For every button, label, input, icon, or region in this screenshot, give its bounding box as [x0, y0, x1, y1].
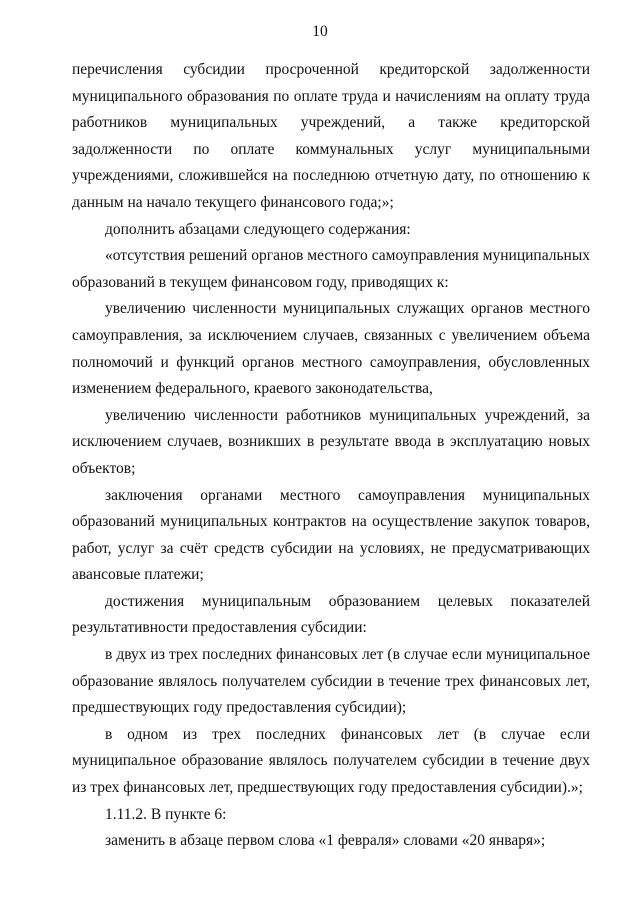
paragraph-amend-intro: дополнить абзацами следующего содержания:: [105, 220, 411, 238]
page-number: 10: [312, 23, 328, 40]
paragraph-employee-increase: увеличению численности работников муниципальных учреждений, за исключением случаев, возникших в результате ввода в эксплуатацию новых объектов;: [72, 406, 590, 477]
paragraph-replace-words: заменить в абзаце первом слова «1 февраля» словами «20 января»;: [105, 832, 546, 850]
paragraph-targets: достижения муниципальным образованием целевых показателей результативности предоставления субсидии:: [72, 592, 590, 637]
paragraph-two-of-three: в двух из трех последних финансовых лет (в случае если муниципальное образование являлось получателем субсидии в течение трех финансовых лет, предшествующих году предоставления субсидии);: [72, 646, 590, 717]
paragraph-absence-of-decisions: «отсутствия решений органов местного самоуправления муниципальных образований в текущем финансовом году, приводящих к:: [72, 247, 590, 291]
document-body: [72, 57, 590, 855]
paragraph-one-of-three: в одном из трех последних финансовых лет (в случае если муниципальное образование являлось получателем субсидии в течение двух из трех финансовых лет, предшествующих году предоставления субсидии).»;: [72, 725, 590, 797]
paragraph-continuation: перечисления субсидии просроченной кредиторской задолженности муниципального образования по оплате труда и начислениям на оплату труда работников муниципальных учреждений, а также кредиторской задолженности по оплате коммунальных услуг муниципальными учреждениями, сложившейся на последнюю отчетную дату, по отношению к данным на начало текущего финансового года;»;: [72, 61, 590, 211]
paragraph-clause-heading: 1.11.2. В пункте 6:: [105, 805, 227, 823]
paragraph-contracts: заключения органами местного самоуправления муниципальных образований муниципальных контрактов на осуществление закупок товаров, работ, услуг за счёт средств субсидии на условиях, не предусматривающих авансовые платежи;: [72, 486, 590, 584]
paragraph-staff-increase: увеличению численности муниципальных служащих органов местного самоуправления, за исключением случаев, связанных с увеличением объема полномочий и функций органов местного самоуправления, обусловленных изменением федерального, краевого законодательства,: [72, 300, 590, 398]
